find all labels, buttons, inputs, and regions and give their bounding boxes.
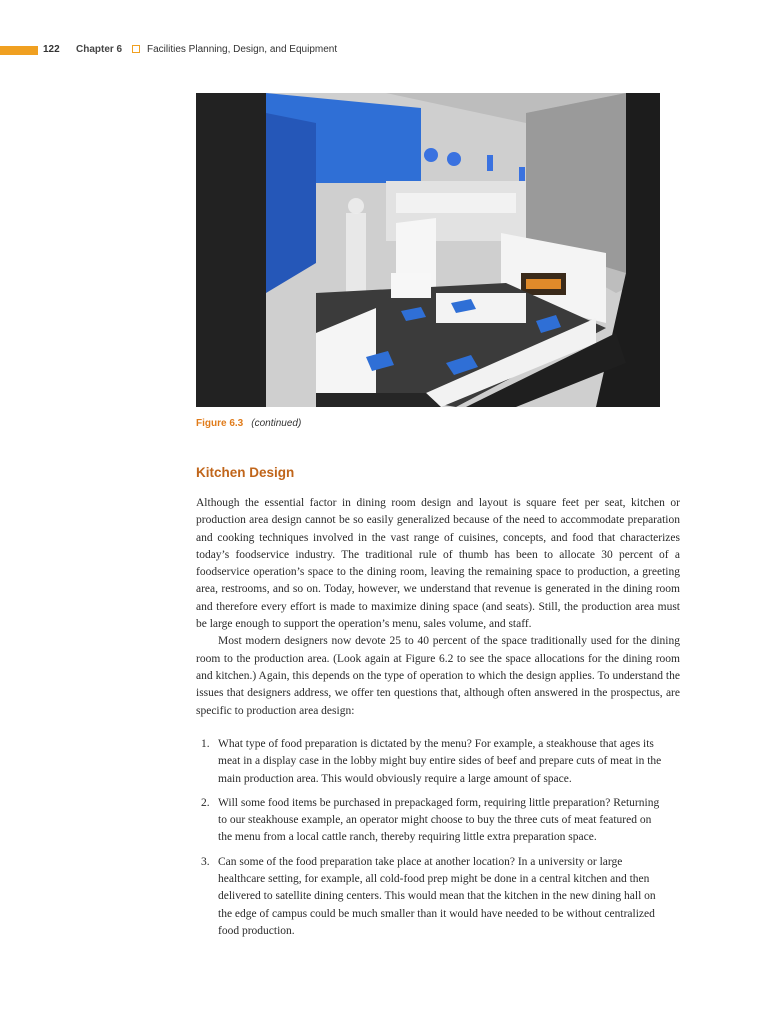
chapter-label: Chapter 6	[76, 44, 123, 55]
list-item	[196, 795, 666, 847]
header-accent-bar	[0, 46, 38, 55]
list-item-text: Will some food items be purchased in prepackaged form, requiring little preparation? Returning to our steakhouse example, an operator might choose to buy the three cuts of meat featured on the menu from a local cattle ranch, thereby requiring little extra preparation space.	[218, 796, 660, 844]
figure-caption	[196, 418, 301, 429]
chapter-title: Facilities Planning, Design, and Equipment	[147, 44, 338, 55]
restaurant-rendering-figure	[196, 93, 660, 407]
lounge-illustration	[196, 93, 660, 407]
list-item	[196, 736, 666, 788]
figure-label: Figure 6.3	[196, 418, 244, 429]
page-number: 122	[43, 44, 60, 55]
paragraph-2: Most modern designers now devote 25 to 40 percent of the space traditionally used for the dining room to the production area. (Look again at Figure 6.2 to see the space allocations for the dining room and kitchen.) Again, this depends on the type of operation to which the design applies. To understand the issues that designers address, we offer ten questions that, although often answered in the prospectus, are specific to production area design:	[196, 635, 680, 717]
list-number: 3.	[201, 855, 210, 868]
figure-caption-text: (continued)	[251, 418, 302, 429]
list-number: 2.	[201, 796, 210, 809]
header-square-icon	[132, 45, 140, 53]
list-item	[196, 854, 666, 940]
section-heading: Kitchen Design	[196, 465, 295, 480]
list-number: 1.	[201, 738, 210, 750]
list-item-text: Can some of the food preparation take place at another location? In a university or large healthcare setting, for example, all cold-food prep might be done in a central kitchen and then delivered to satellite dining centers. This would mean that the kitchen in the new dining hall on the edge of campus could be much smaller than it would have needed to be without centralized food production.	[218, 855, 656, 937]
running-header	[0, 44, 768, 58]
section-body	[196, 495, 680, 720]
questions-list	[196, 736, 666, 947]
paragraph-1: Although the essential factor in dining room design and layout is square feet per seat, kitchen or production area design cannot be so easily generalized because of the need to accommodate preparation and cooking techniques involved in the vast range of cuisines, concepts, and food that characterizes today’s foodservice industry. The traditional rule of thumb has been to allocate 30 percent of a foodservice operation’s space to the dining room, leaving the remaining space to production, a greeting area, restrooms, and so on. Today, however, we understand that revenue is generated in the dining room and therefore every effort is made to maximize dining space (and seats). Still, the production area must be large enough to support the operation’s menu, sales volume, and staff.	[196, 497, 680, 631]
list-item-text: What type of food preparation is dictated by the menu? For example, a steakhouse that ages its meat in a display case in the lobby might buy entire sides of beef and prepare cuts of meat in the main production area. This would obviously require a large amount of space.	[218, 738, 662, 785]
